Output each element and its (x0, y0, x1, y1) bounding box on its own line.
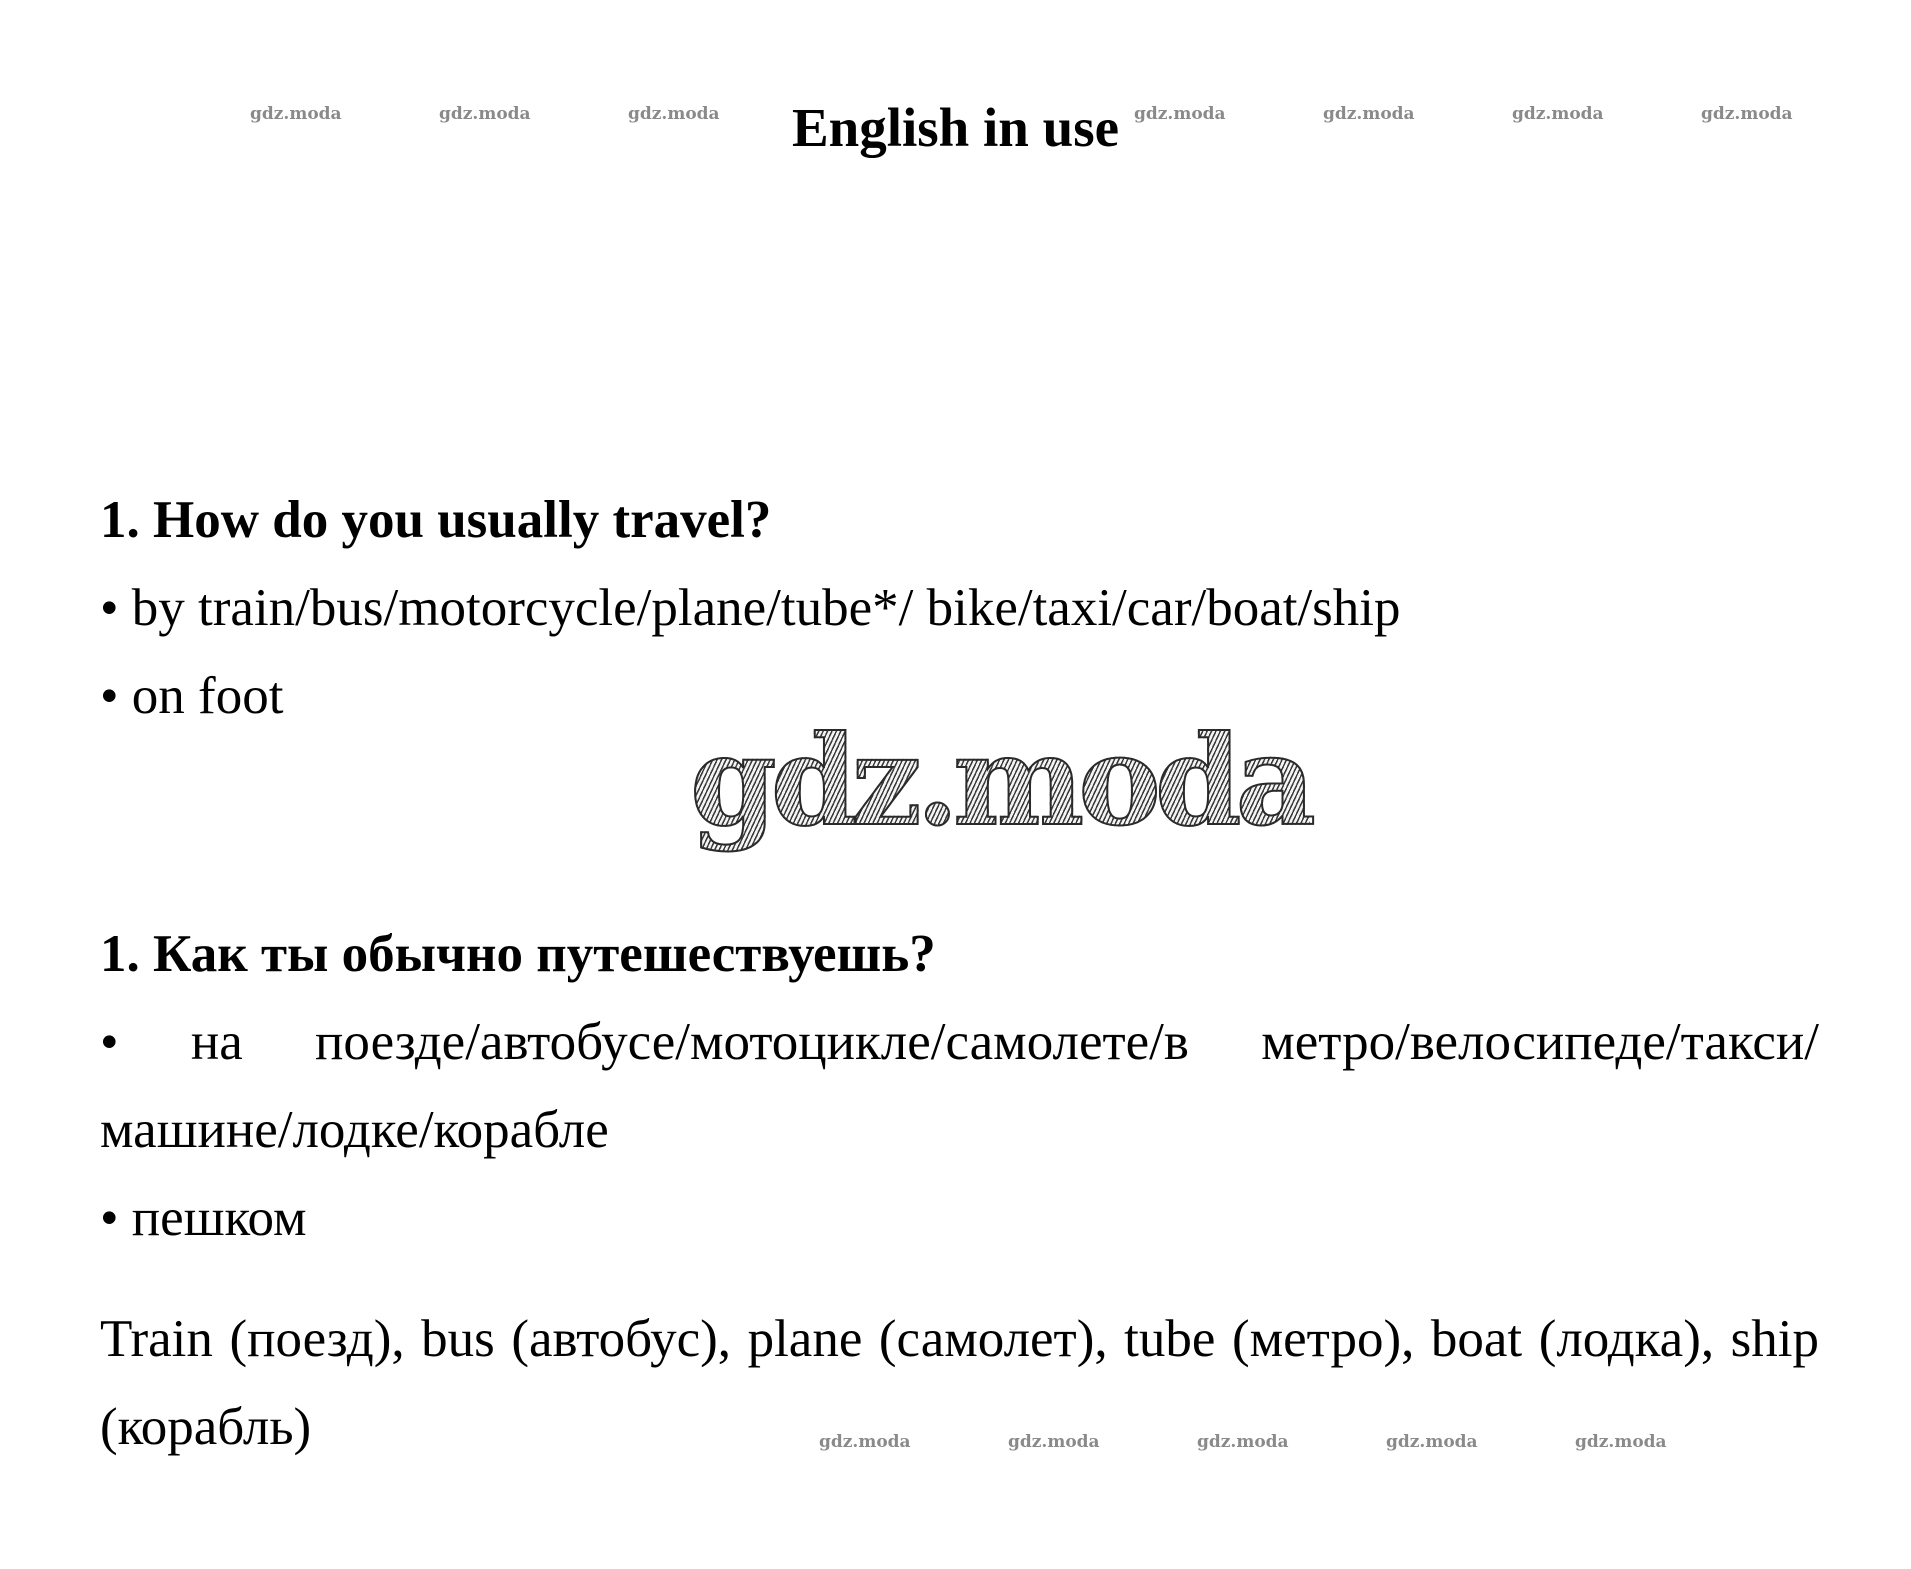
section-heading: 1. How do you usually travel? (100, 491, 772, 549)
vocabulary-paragraph: Train (поезд), bus (автобус), plane (самолет), tube (метро), boat (лодка), ship (корабль) (100, 1310, 1819, 1456)
watermark: gdz.moda (628, 104, 720, 124)
watermark: gdz.moda (1008, 1432, 1100, 1452)
page-title: English in use (791, 97, 1120, 158)
bullet-item: • by train/bus/motorcycle/plane/tube*/ bike/taxi/car/boat/ship (100, 579, 1401, 637)
bullet-item: • пешком (100, 1189, 307, 1247)
watermark: gdz.moda (1197, 1432, 1289, 1452)
bullet-item: • on foot (100, 667, 284, 725)
watermark: gdz.moda (1512, 104, 1604, 124)
watermark: gdz.moda (1575, 1432, 1667, 1452)
watermark: gdz.moda (250, 104, 342, 124)
watermark: gdz.moda (439, 104, 531, 124)
section-english (100, 476, 1819, 740)
watermark: gdz.moda (1323, 104, 1415, 124)
section-heading: 1. Как ты обычно путешествуешь? (100, 925, 936, 983)
section-russian (100, 910, 1819, 1262)
watermark: gdz.moda (819, 1432, 911, 1452)
bullet-item: • на поездe/автобусе/мотоцикле/самолете/в метро/велосипеде/такси/машине/лодке/корабле (100, 1013, 1819, 1159)
watermark: gdz.moda (1386, 1432, 1478, 1452)
watermark: gdz.moda (1701, 104, 1793, 124)
watermark-logo: gdz.moda (690, 709, 1310, 854)
watermark: gdz.moda (1134, 104, 1226, 124)
